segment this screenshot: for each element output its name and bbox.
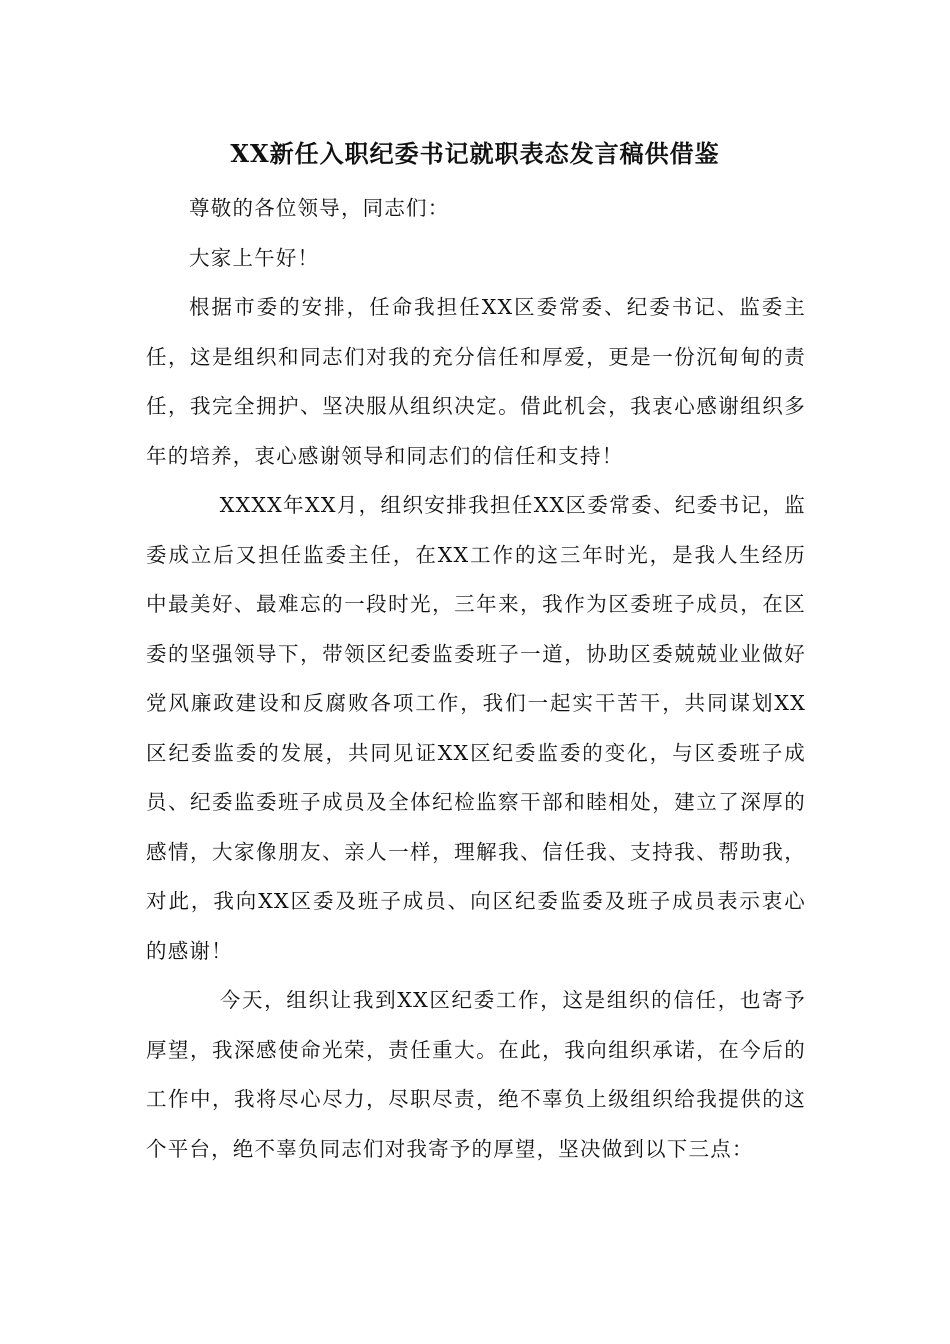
document-title: XX新任入职纪委书记就职表态发言稿供借鉴 <box>230 139 720 168</box>
paragraph-1: 根据市委的安排，任命我担任XX区委常委、纪委书记、监委主任，这是组织和同志们对我的充分信任和厚爱，更是一份沉甸甸的责任，我完全拥护、坚决服从组织决定。借此机会，我衷心感谢组织多年的培养，衷心感谢领导和同志们的信任和支持！ <box>146 295 806 468</box>
paragraph-2: XXXX年XX月，组织安排我担任XX区委常委、纪委书记，监委成立后又担任监委主任，在XX工作的这三年时光，是我人生经历中最美好、最难忘的一段时光，三年来，我作为区委班子成员，在区委的坚强领导下，带领区纪委监委班子一道，协助区委兢兢业业做好党风廉政建设和反腐败各项工作，我们一起实干苦干，共同谋划XX区纪委监委的发展，共同见证XX区纪委监委的变化，与区委班子成员、纪委监委班子成员及全体纪检监察干部和睦相处，建立了深厚的感情，大家像朋友、亲人一样，理解我、信任我、支持我、帮助我，对此，我向XX区委及班子成员、向区纪委监委及班子成员表示衷心的感谢！ <box>146 493 806 963</box>
greeting: 大家上午好！ <box>189 245 320 270</box>
paragraph-3: 今天，组织让我到XX区纪委工作，这是组织的信任，也寄予厚望，我深感使命光荣，责任重大。在此，我向组织承诺，在今后的工作中，我将尽心尽力，尽职尽责，绝不辜负上级组织给我提供的这个平台，绝不辜负同志们对我寄予的厚望，坚决做到以下三点： <box>146 988 806 1161</box>
document-body <box>146 184 806 1174</box>
salutation: 尊敬的各位领导，同志们： <box>189 196 450 220</box>
